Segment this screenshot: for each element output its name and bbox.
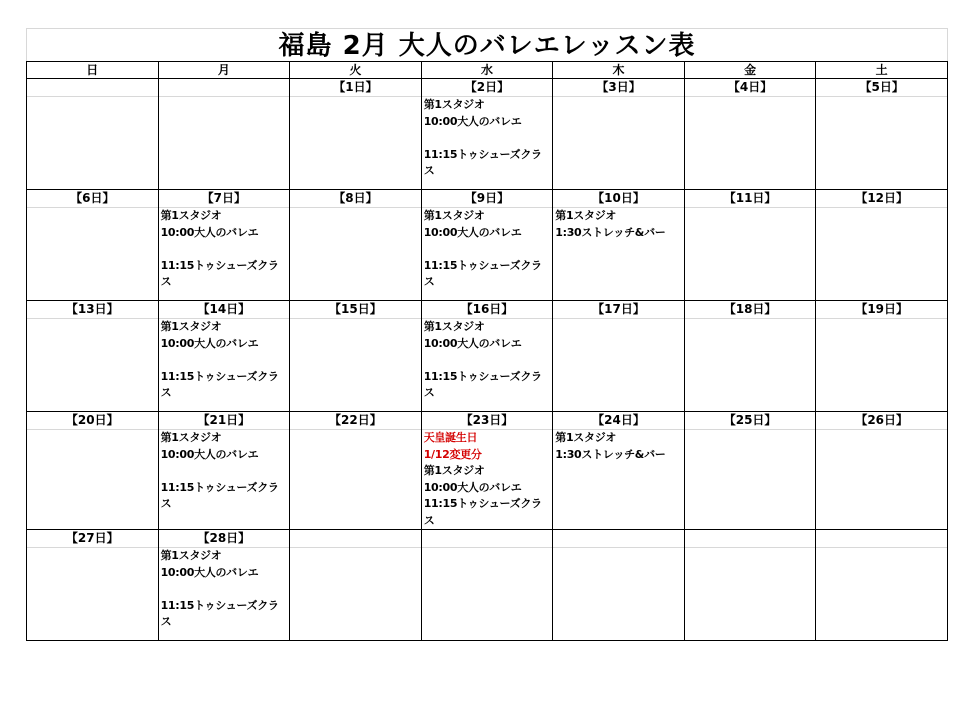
day-cell [158, 79, 290, 190]
day-label [422, 530, 553, 548]
day-cell [290, 412, 422, 530]
week-row [27, 412, 948, 530]
page-title: 福島 2月 大人のバレエレッスン表 [26, 28, 948, 62]
lesson-line: 10:00大人のバレエ [160, 565, 259, 579]
lesson-line: ス [423, 386, 435, 399]
lesson-line [424, 352, 553, 369]
lesson-list [159, 430, 290, 513]
lesson-line [161, 463, 290, 480]
week-row [27, 190, 948, 301]
week-row [27, 301, 948, 412]
day-cell [816, 412, 948, 530]
day-label: 【18日】 [685, 301, 816, 319]
day-label: 【6日】 [27, 190, 158, 208]
lesson-line: 第1スタジオ [555, 209, 617, 222]
lesson-line: 11:15トゥシューズクラ [423, 147, 542, 161]
day-cell [27, 79, 159, 190]
day-label: 【11日】 [685, 190, 816, 208]
lesson-line [161, 352, 290, 369]
lesson-line: 10:00大人のバレエ [423, 114, 522, 128]
day-label: 【27日】 [27, 530, 158, 548]
day-label: 【3日】 [553, 79, 684, 97]
day-cell [158, 412, 290, 530]
day-cell [27, 301, 159, 412]
week-row [27, 530, 948, 641]
lesson-line: ス [423, 513, 435, 527]
day-cell [158, 530, 290, 641]
lesson-line: ス [160, 615, 172, 628]
lesson-line: 10:00大人のバレエ [423, 336, 522, 350]
lesson-line: 第1スタジオ [160, 431, 222, 444]
day-label: 【21日】 [159, 412, 290, 430]
day-cell [816, 301, 948, 412]
lesson-line: ス [160, 386, 172, 399]
day-label: 【22日】 [290, 412, 421, 430]
day-cell [421, 190, 553, 301]
day-cell [553, 301, 685, 412]
day-cell [684, 190, 816, 301]
day-label: 【16日】 [422, 301, 553, 319]
day-label: 【12日】 [816, 190, 947, 208]
day-label [685, 530, 816, 548]
lesson-line [161, 581, 290, 598]
lesson-line: 11:15トゥシューズクラ [423, 258, 542, 272]
weekday-thu: 木 [553, 62, 685, 79]
day-label: 【7日】 [159, 190, 290, 208]
day-label: 【14日】 [159, 301, 290, 319]
weekday-header-row [27, 62, 948, 79]
day-label: 【4日】 [685, 79, 816, 97]
day-cell [684, 301, 816, 412]
day-label [290, 530, 421, 548]
day-cell [290, 530, 422, 641]
day-cell [421, 530, 553, 641]
lesson-line: 10:00大人のバレエ [423, 480, 522, 494]
day-cell [290, 301, 422, 412]
day-label: 【5日】 [816, 79, 947, 97]
lesson-line: 第1スタジオ [160, 549, 222, 562]
day-cell [27, 190, 159, 301]
day-cell [158, 190, 290, 301]
day-cell [421, 301, 553, 412]
lesson-line: 11:15トゥシューズクラ [160, 598, 279, 612]
day-label: 【9日】 [422, 190, 553, 208]
day-label: 【17日】 [553, 301, 684, 319]
day-cell [553, 79, 685, 190]
day-cell [684, 79, 816, 190]
lesson-line: 10:00大人のバレエ [423, 225, 522, 239]
lesson-line: ス [423, 275, 435, 288]
weekday-fri: 金 [684, 62, 816, 79]
day-label: 【2日】 [422, 79, 553, 97]
lesson-line [424, 241, 553, 258]
lesson-line: 11:15トゥシューズクラ [160, 258, 279, 272]
lesson-line: 1:30ストレッチ&バー [555, 447, 666, 461]
day-cell [816, 190, 948, 301]
day-cell [290, 190, 422, 301]
lesson-line: 第1スタジオ [423, 464, 485, 477]
lesson-line: 第1スタジオ [555, 431, 617, 444]
lesson-list [159, 208, 290, 291]
weekday-sun: 日 [27, 62, 159, 79]
day-label: 【13日】 [27, 301, 158, 319]
lesson-list [159, 319, 290, 402]
lesson-list [422, 97, 553, 180]
lesson-line: ス [160, 497, 172, 510]
day-label: 【24日】 [553, 412, 684, 430]
lesson-line: 11:15トゥシューズクラ [160, 369, 279, 383]
lesson-list [553, 430, 684, 463]
lesson-line [161, 241, 290, 258]
day-label [553, 530, 684, 548]
lesson-line [424, 130, 553, 147]
lesson-line: 第1スタジオ [423, 209, 485, 222]
day-cell [290, 79, 422, 190]
lesson-line: 10:00大人のバレエ [160, 447, 259, 461]
day-cell [816, 530, 948, 641]
day-cell [421, 412, 553, 530]
holiday-note: 天皇誕生日 [423, 431, 478, 444]
day-label: 【28日】 [159, 530, 290, 548]
day-label: 【25日】 [685, 412, 816, 430]
day-label: 【23日】 [422, 412, 553, 430]
lesson-list [553, 208, 684, 241]
lesson-list [422, 430, 553, 529]
calendar-body [27, 79, 948, 641]
lesson-line: ス [423, 164, 435, 177]
lesson-line: 1:30ストレッチ&バー [555, 225, 666, 239]
lesson-line: 第1スタジオ [160, 209, 222, 222]
holiday-note: 1/12変更分 [423, 447, 482, 461]
day-label: 【15日】 [290, 301, 421, 319]
weekday-tue: 火 [290, 62, 422, 79]
day-cell [684, 412, 816, 530]
day-label: 【1日】 [290, 79, 421, 97]
day-label [27, 79, 158, 97]
lesson-line: 第1スタジオ [423, 98, 485, 111]
lesson-calendar [26, 61, 948, 641]
day-label [816, 530, 947, 548]
weekday-mon: 月 [158, 62, 290, 79]
day-label [159, 79, 290, 97]
lesson-line: ス [160, 275, 172, 288]
day-cell [684, 530, 816, 641]
lesson-list [422, 319, 553, 402]
lesson-line: 11:15トゥシューズクラ [423, 369, 542, 383]
day-cell [553, 412, 685, 530]
weekday-wed: 水 [421, 62, 553, 79]
day-cell [158, 301, 290, 412]
lesson-list [159, 548, 290, 631]
day-cell [27, 412, 159, 530]
lesson-line: 第1スタジオ [160, 320, 222, 333]
lesson-line: 11:15トゥシューズクラ [423, 497, 542, 510]
day-cell [421, 79, 553, 190]
lesson-line: 第1スタジオ [423, 320, 485, 333]
lesson-list [422, 208, 553, 291]
lesson-line: 11:15トゥシューズクラ [160, 480, 279, 494]
day-label: 【8日】 [290, 190, 421, 208]
weekday-sat: 土 [816, 62, 948, 79]
day-cell [553, 530, 685, 641]
day-cell [553, 190, 685, 301]
day-label: 【10日】 [553, 190, 684, 208]
lesson-line: 10:00大人のバレエ [160, 225, 259, 239]
week-row [27, 79, 948, 190]
day-label: 【26日】 [816, 412, 947, 430]
day-label: 【20日】 [27, 412, 158, 430]
lesson-line: 10:00大人のバレエ [160, 336, 259, 350]
day-cell [27, 530, 159, 641]
day-cell [816, 79, 948, 190]
day-label: 【19日】 [816, 301, 947, 319]
